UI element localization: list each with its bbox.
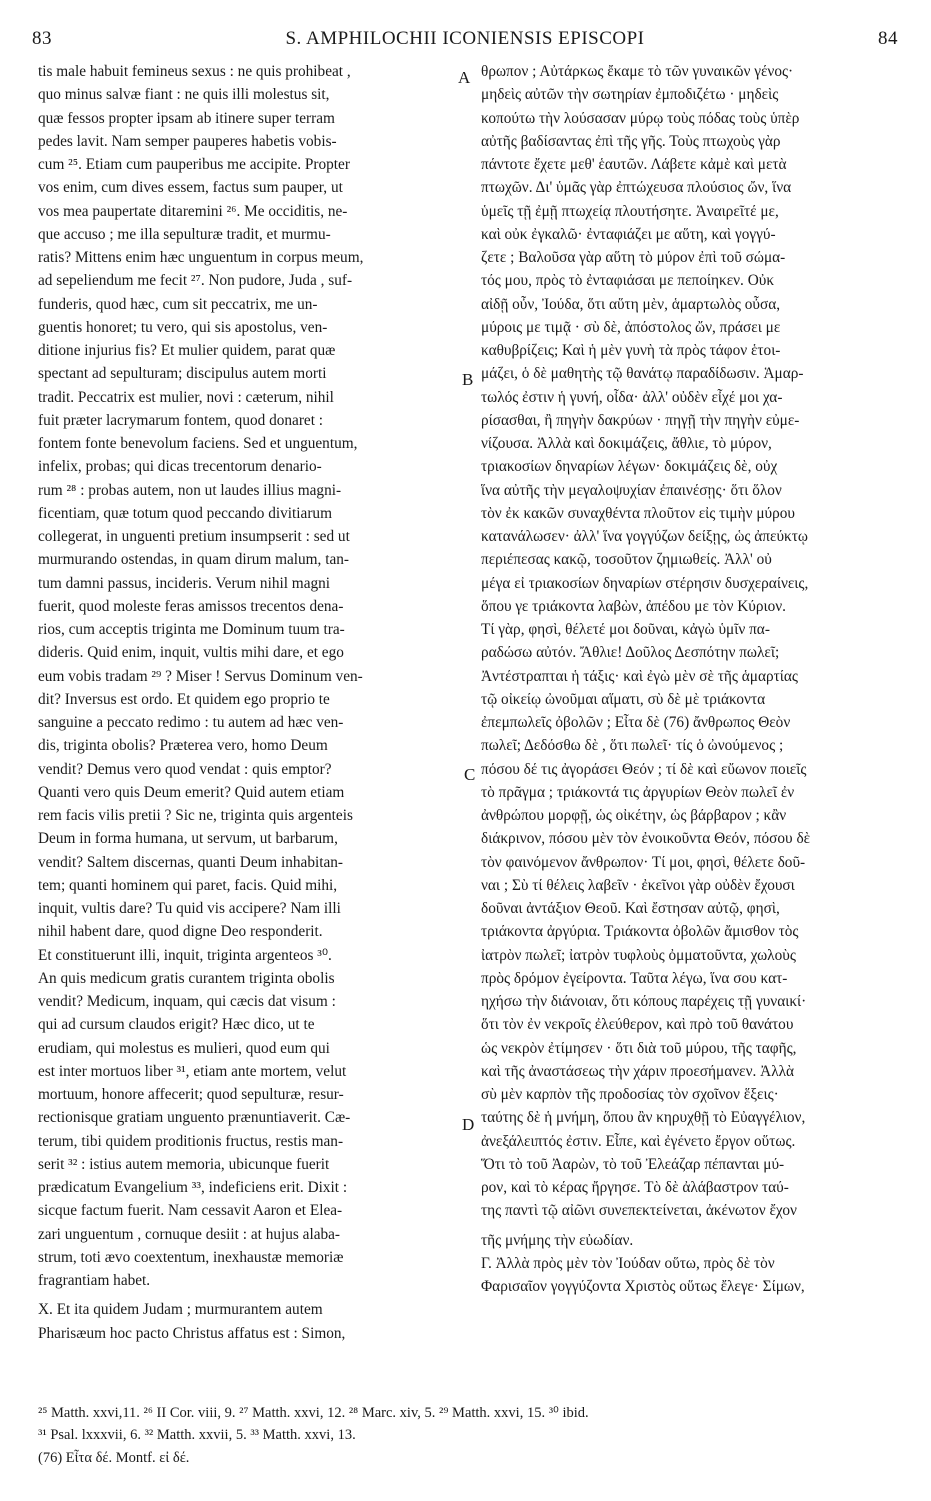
text-line: Γ. Ἀλλὰ πρὸς μὲν τὸν Ἰούδαν οὕτω, πρὸς δὲ τὸν <box>481 1254 775 1272</box>
text-line: ficentiam, quæ totum quod peccando divitiarum <box>38 504 332 522</box>
text-line: Pharisæum hoc pacto Christus affatus est : Simon, <box>38 1324 346 1342</box>
text-line: τὸ πρᾶγμα ; τριάκοντά τις ἀργυρίων Θεὸν πωλεῖ ἐν <box>481 783 795 801</box>
text-line: Deum in forma humana, ut servum, ut barbarum, <box>38 830 338 848</box>
text-line: κοπούτω τὴν λούσασαν μύρῳ τοὺς πόδας τοὺς ὑπὲρ <box>481 109 800 127</box>
text-line: prædicatum Evangelium ³³, indeficiens erit. Dixit : <box>38 1179 348 1196</box>
text-line: tis male habuit femineus sexus : ne quis prohibeat , <box>38 63 351 80</box>
text-line: ἰατρὸν πωλεῖ; ἰατρὸν τυφλοὺς ὀμματοῦντα, χωλοὺς <box>481 946 796 964</box>
text-line: ναι ; Σὺ τί θέλεις λαβεῖν · ἐκεῖνοι γὰρ οὐδὲν ἔχουσι <box>481 876 795 894</box>
text-line: dideris. Quid enim, inquit, vultis mihi dare, et ego <box>38 644 344 662</box>
latin-column <box>38 60 458 1345</box>
text-line: τὸν φαινόμενον ἄνθρωπον· Τί μοι, φησὶ, θέλετε δοῦ- <box>481 853 806 871</box>
text-line: ratis? Mittens enim hæc unguentum in corpus meum, <box>38 249 364 266</box>
text-line: καθυβρίζεις; Καὶ ἡ μὲν γυνὴ τὰ πρὸς τάφον ἑτοι- <box>481 342 781 359</box>
text-line: ἀνθρώπου μορφῇ, ὡς οἰκέτην, ὡς βάρβαρον ; κἂν <box>481 807 787 824</box>
edition-note: (76) Εἶτα δέ. Montf. εἰ δέ. <box>38 1450 190 1466</box>
text-line: ad sepeliendum me fecit ²⁷. Non pudore, Juda , suf- <box>38 272 353 290</box>
text-line: πρὸς δρόμον ἐγείροντα. Ταῦτα λέγω, ἵνα σου κατ- <box>481 969 788 987</box>
text-line: καὶ τῆς ἀναστάσεως τὴν χάριν προεσήμανεν. Ἀλλὰ <box>481 1062 795 1080</box>
text-line: ρίσασθαι, ἢ πηγὴν δακρύων · πηγῇ τὴν πηγὴν εὐμε- <box>481 411 800 429</box>
text-line: τὸν ἐκ κακῶν συναχθέντα πλοῦτον εἰς τιμὴν μύρου <box>481 504 795 522</box>
text-line: μάζει, ὁ δὲ μαθητὴς τῷ θανάτῳ παραδίδωσιν. Ἁμαρ- <box>481 365 804 383</box>
text-line: rectionisque gratiam unguento prænuntiaverit. Cæ- <box>38 1109 351 1127</box>
text-line: αὐτῆς βαδίσαντας ἐπὶ τῆς γῆς. Τοὺς πτωχοὺς γὰρ <box>481 132 781 150</box>
text-line: θρωπον ; Αὐτάρκως ἔκαμε τὸ τῶν γυναικῶν γένος· <box>481 63 794 80</box>
text-line: sanguine a peccato redimo : tu autem ad hæc ven- <box>38 714 344 731</box>
text-line: mortuum, honore affecerit; quod sepulturæ, resur- <box>38 1086 344 1103</box>
text-line: rem facis vilis pretii ? Sic ne, triginta quis argenteis <box>38 807 353 824</box>
text-line: qui ad cursum claudos erigit? Hæc dico, ut te <box>38 1016 315 1034</box>
text-line: tem; quanti hominem qui paret, facis. Quid mihi, <box>38 876 338 894</box>
text-line: que accuso ; me illa sepulturæ tradit, et murmu- <box>38 225 331 243</box>
section-marker-c: C <box>464 765 476 784</box>
text-line: τός μου, πρὸς τὸ ἐνταφιάσαι με πεποίηκεν. Οὐκ <box>481 272 775 290</box>
text-line: πτωχῶν. Δι' ὑμᾶς γὰρ ἐπτώχευσα πλούσιος ὤν, ἵνα <box>481 179 792 197</box>
text-line: ρον, καὶ τὸ κέρας ἤργησε. Τὸ δὲ ἀλάβαστρον ταύ- <box>481 1179 789 1196</box>
text-line: Φαρισαῖον γογγύζοντα Χριστὸς οὕτως ἔλεγε· Σίμων, <box>481 1278 805 1295</box>
text-line: An quis medicum gratis curantem triginta obolis <box>38 969 335 987</box>
text-line: Ὅτι τὸ τοῦ Ἀαρὼν, τὸ τοῦ Ἐλεάζαρ πέπανται μύ- <box>481 1155 785 1173</box>
text-line: Quanti vero quis Deum emerit? Quid autem etiam <box>38 783 345 801</box>
text-line: murmurando ostendas, in quam dirum malum, tan- <box>38 551 349 569</box>
text-line: vos enim, cum dives essem, factus sum pauper, ut <box>38 179 343 197</box>
section-marker-a: A <box>458 68 471 87</box>
text-line: infelix, probas; qui dicas trecentorum denario- <box>38 458 322 476</box>
text-line: ἀνεξάλειπτός ἐστιν. Εἶπε, καὶ ἐγένετο ἔργον οὕτως. <box>481 1132 796 1150</box>
text-line: cum ²⁵. Etiam cum pauperibus me accipite. Propter <box>38 156 350 173</box>
text-line: quæ fessos propter ipsam ab itinere super terram <box>38 109 335 127</box>
text-line: rum ²⁸ : probas autem, non ut laudes illius magni- <box>38 481 342 499</box>
text-line: fuerit, quod moleste feras amissos trecentos dena- <box>38 597 344 615</box>
text-line: μέγα εἰ τριακοσίων δηναρίων στέρησιν δυσχεραίνεις, <box>481 574 809 592</box>
page-header <box>32 28 898 58</box>
text-line: pedes lavit. Nam semper pauperes habetis vobis- <box>38 132 337 150</box>
text-line: fontem fonte benevolum faciens. Sed et unguentum, <box>38 435 358 452</box>
text-line: est inter mortuos liber ³¹, etiam ante mortem, velut <box>38 1062 347 1080</box>
text-line: Ἀντέστραπται ἡ τάξις· καὶ ἐγὼ μὲν σὲ τῆς ἁμαρτίας <box>481 667 798 685</box>
text-line: inquit, vultis dare? Tu quid vis accipere? Nam illi <box>38 900 341 917</box>
text-line: X. Et ita quidem Judam ; murmurantem autem <box>38 1301 323 1319</box>
text-line: τριακοσίων δηναρίων λέγων· δοκιμάζεις δὲ, οὐχ <box>481 458 778 476</box>
text-line: eum vobis tradam ²⁹ ? Miser ! Servus Dominum ven- <box>38 667 363 685</box>
text-line: vendit? Demus vero quod vendat : quis emptor? <box>38 760 332 778</box>
text-line: vendit? Saltem discernas, quanti Deum inhabitan- <box>38 853 344 871</box>
text-line: τῷ οἰκείῳ ὠνοῦμαι αἵματι, σὺ δὲ μὲ τριάκοντα <box>481 690 766 708</box>
text-line: πωλεῖ; Δεδόσθω δὲ , ὅτι πωλεῖ· τίς ὁ ὠνούμενος ; <box>481 737 784 755</box>
text-line: ὡς νεκρὸν ἐτίμησεν · ὅτι διὰ τοῦ μύρου, τῆς ταφῆς, <box>481 1039 797 1057</box>
text-line: ταύτης δὲ ἡ μνήμη, ὅπου ἂν κηρυχθῇ τὸ Εὐαγγέλιον, <box>481 1109 806 1127</box>
text-line: terum, tibi quidem proditionis fructus, restis man- <box>38 1132 344 1150</box>
text-line: dis, triginta obolis? Præterea vero, homo Deum <box>38 737 328 755</box>
text-line: ραδώσω αὐτόν. Ἄθλιε! Δοῦλος Δεσπότην πωλεῖ; <box>481 644 780 662</box>
section-marker-b: B <box>462 370 474 389</box>
text-line: της παντὶ τῷ αἰῶνι συνεπεκτείνεται, ἀκένωτον ἔχον <box>481 1202 797 1220</box>
section-marker-d: D <box>462 1115 475 1134</box>
text-line: πάντοτε ἔχετε μεθ' ἑαυτῶν. Λάβετε κἀμὲ καὶ μετὰ <box>481 156 787 173</box>
text-line: zari unguentum , cornuque desiit : at hujus alaba- <box>38 1225 341 1243</box>
text-line: ὅπου γε τριάκοντα λαβὼν, ἀπέδου με τὸν Κύριον. <box>481 597 787 615</box>
text-line: strum, toti ævo coextentum, inexhaustæ memoriæ <box>38 1248 344 1266</box>
text-line: spectant ad sepulturam; discipulus autem morti <box>38 365 327 383</box>
text-line: τριάκοντα ἀργύρια. Τριάκοντα ὀβολῶν ἄμισθον τὸς <box>481 923 799 941</box>
text-line: καὶ οὐκ ἐγκαλῶ· ἐνταφιάζει με αὕτη, καὶ γογγύ- <box>481 225 776 243</box>
text-line: fuit præter lacrymarum fontem, quod donaret : <box>38 411 324 429</box>
text-line: τῆς μνήμης τὴν εὐωδίαν. <box>481 1231 634 1249</box>
text-line: ὅτι τὸν ἐν νεκροῖς ἐλεύθερον, καὶ πρὸ τοῦ θανάτου <box>481 1016 794 1034</box>
text-line: fragrantiam habet. <box>38 1272 151 1289</box>
footnote-line: ³¹ Psal. lxxxvii, 6. ³² Matth. xxvii, 5. ³³ Matth. xxvi, 13. <box>38 1427 356 1443</box>
text-line: quo minus salvæ fiant : ne quis illi molestus sit, <box>38 86 330 104</box>
text-line: νίζουσα. Ἀλλὰ καὶ δοκιμάζεις, ἄθλιε, τὸ μύρον, <box>481 435 772 452</box>
page-number-left: 83 <box>32 28 52 49</box>
text-line: ἐπεμπωλεῖς ὀβολῶν ; Εἶτα δὲ (76) ἄνθρωπος Θεὸν <box>481 714 791 731</box>
running-title: S. AMPHILOCHII ICONIENSIS EPISCOPI <box>285 28 645 49</box>
text-line: ζετε ; Βαλοῦσα γὰρ αὕτη τὸ μύρον ἐπὶ τοῦ σώμα- <box>481 249 786 266</box>
greek-column <box>481 60 901 1298</box>
text-line: Et constituerunt illi, inquit, triginta argenteos ³⁰. <box>38 946 332 964</box>
text-line: funderis, quod hæc, cum sit peccatrix, me un- <box>38 295 318 313</box>
text-line: ὑμεῖς τῇ ἐμῇ πτωχείᾳ πλουτήσητε. Ἀναιρεῖτέ με, <box>481 202 779 220</box>
text-line: δοῦναι ἀντάξιον Θεοῦ. Καὶ ἔστησαν αὐτῷ, φησὶ, <box>481 900 780 917</box>
text-line: guentis honoret; tu vero, qui sis apostolus, ven- <box>38 318 328 336</box>
text-line: μηδεὶς αὐτῶν τὴν σωτηρίαν ἐμποδιζέτω · μηδεὶς <box>481 86 779 104</box>
text-line: αἰδῇ οὖν, Ἰούδα, ὅτι αὕτη μὲν, ἁμαρτωλὸς οὖσα, <box>481 295 781 313</box>
text-line: serit ³² : istius autem memoria, ubicunque fuerit <box>38 1155 330 1173</box>
text-line: ἵνα αὐτῆς τὴν μεγαλοψυχίαν ἐπαινέσῃς· ὅτι ὅλον <box>481 481 782 499</box>
text-line: σὺ μὲν καρπὸν τῆς προδοσίας τὸν σχοῖνον ἕξεις· <box>481 1086 779 1103</box>
text-line: tradit. Peccatrix est mulier, novi : cæterum, nihil <box>38 388 334 406</box>
text-line: vos mea paupertate ditaremini ²⁶. Me occiditis, ne- <box>38 202 348 220</box>
text-line: nihil habent dare, quod digne Deo responderit. <box>38 923 323 941</box>
text-line: μύροις με τιμᾷ · σὺ δὲ, ἀπόστολος ὤν, πράσει με <box>481 318 781 336</box>
text-line: κατανάλωσεν· ἀλλ' ἵνα γογγύζων δείξῃς, ὡς ἀπεύκτῳ <box>481 528 808 545</box>
text-line: rios, cum acceptis triginta me Dominum tuum tra- <box>38 621 345 638</box>
text-line: dit? Inversus est ordo. Et quidem ego proprio te <box>38 690 330 708</box>
page-number-right: 84 <box>878 28 898 49</box>
text-line: vendit? Medicum, inquam, qui cæcis dat visum : <box>38 993 336 1010</box>
text-line: τωλός ἐστιν ἡ γυνή, οἶδα· ἀλλ' οὐδὲν εἶχέ μοι χα- <box>481 388 783 406</box>
text-line: περιέπεσας κακῷ, τοσοῦτον ζημιωθείς. Ἀλλ' οὐ <box>481 551 772 569</box>
text-line: Τί γὰρ, φησὶ, θέλετέ μοι δοῦναι, κἀγὼ ὑμῖν πα- <box>481 621 770 638</box>
footnote-line: ²⁵ Matth. xxvi,11. ²⁶ II Cor. viii, 9. ²⁷ Matth. xxvi, 12. ²⁸ Marc. xiv, 5. ²⁹ Matth. xxvi, 15. ³⁰ ibid. <box>38 1405 589 1421</box>
text-line: ditione injurius fis? Et mulier quidem, parat quæ <box>38 342 336 359</box>
text-line: διάκρινον, πόσου μὲν τὸν ἐνοικοῦντα Θεόν, πόσου δὲ <box>481 830 811 848</box>
text-line: erudiam, qui molestus es mulieri, quod eum qui <box>38 1039 330 1057</box>
text-line: sicque factum fuerit. Nam cessavit Aaron et Elea- <box>38 1202 343 1220</box>
footnotes <box>38 1402 898 1446</box>
text-line: ηχήσω τὴν διάνοιαν, ὅτι κόπους παρέχεις τῇ γυναικί· <box>481 993 807 1010</box>
text-line: πόσου δέ τις ἀγοράσει Θεόν ; τί δὲ καὶ εὔωνον ποιεῖς <box>481 760 807 778</box>
text-line: collegerat, in unguenti pretium insumpserit : sed ut <box>38 528 350 545</box>
text-line: tum damni passus, incideris. Verum nihil magni <box>38 574 331 592</box>
